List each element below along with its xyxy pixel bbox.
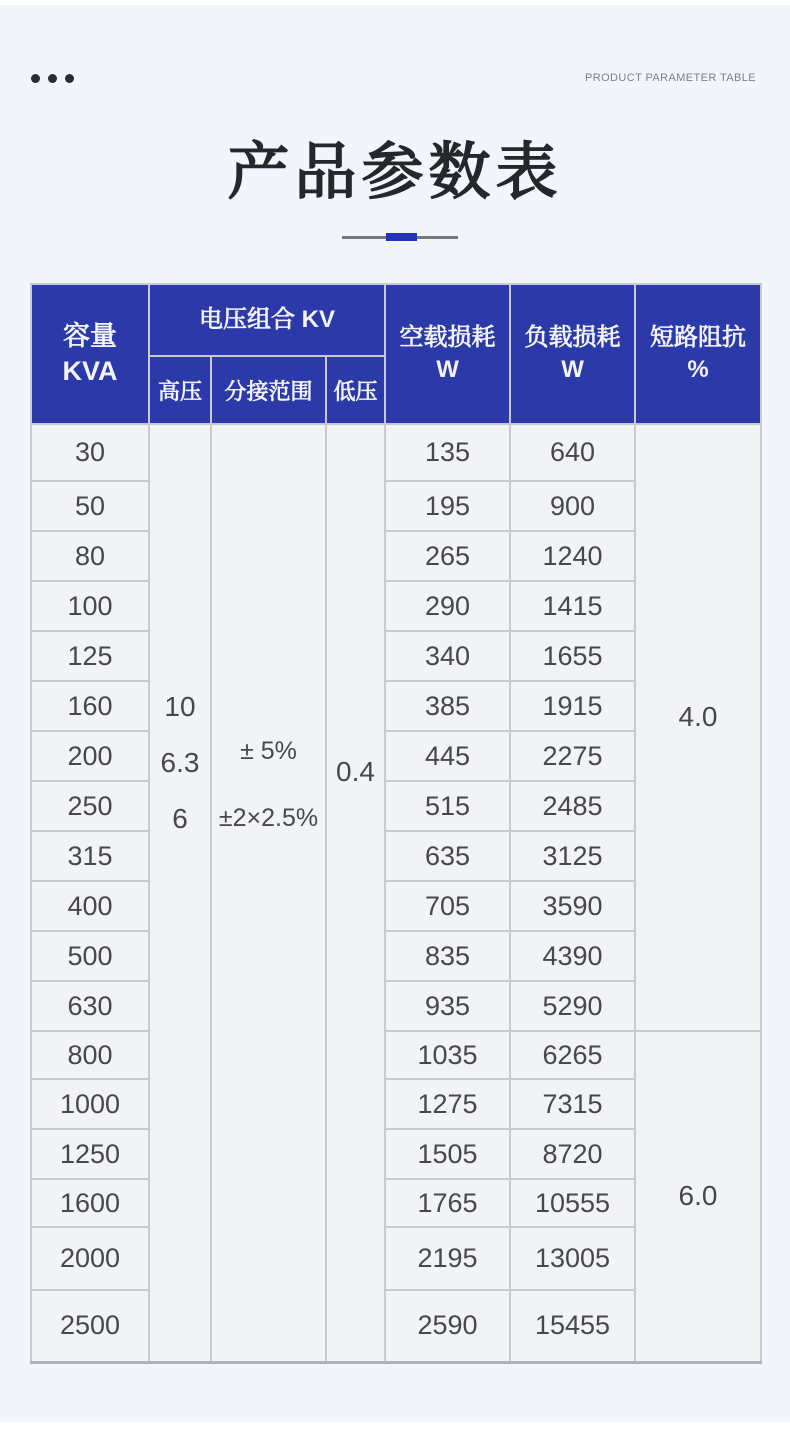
capacity-cell: 250: [31, 781, 149, 831]
load-loss-cell: 1240: [510, 531, 635, 581]
title-divider: [342, 233, 458, 241]
impedance-value: 6.0: [678, 1180, 718, 1212]
dot-icon: [48, 74, 57, 83]
table-row: [31, 424, 761, 481]
dot-icon: [65, 74, 74, 83]
header-capacity-unit: KVA: [62, 356, 118, 386]
capacity-cell: 315: [31, 831, 149, 881]
no-load-loss-cell: 1765: [385, 1179, 510, 1227]
no-load-loss-cell: 1505: [385, 1129, 510, 1179]
load-loss-cell: 5290: [510, 981, 635, 1031]
header-no-load-loss-unit: W: [436, 356, 459, 383]
capacity-cell: 400: [31, 881, 149, 931]
dot-icon: [31, 74, 40, 83]
header-hv: 高压: [149, 356, 211, 424]
header-row-top: [31, 284, 761, 356]
capacity-cell: 200: [31, 731, 149, 781]
load-loss-cell: 2275: [510, 731, 635, 781]
header-load-loss-label: 负载损耗: [524, 323, 621, 351]
impedance-value: 4.0: [678, 700, 718, 732]
no-load-loss-cell: 1275: [385, 1079, 510, 1129]
capacity-cell: 800: [31, 1031, 149, 1079]
load-loss-cell: 1915: [510, 681, 635, 731]
header-tap-range: 分接范围: [211, 356, 326, 424]
capacity-cell: 100: [31, 581, 149, 631]
capacity-cell: 1250: [31, 1129, 149, 1179]
top-strip: [0, 0, 790, 5]
page-title: 产品参数表: [227, 138, 563, 207]
load-loss-cell: 3590: [510, 881, 635, 931]
no-load-loss-cell: 515: [385, 781, 510, 831]
load-loss-cell: 640: [510, 424, 635, 481]
decorative-dots: [31, 74, 74, 83]
capacity-cell: 630: [31, 981, 149, 1031]
header-capacity: [31, 284, 149, 424]
capacity-cell: 2000: [31, 1227, 149, 1290]
load-loss-cell: 15455: [510, 1290, 635, 1362]
hv-value: 6: [172, 802, 188, 834]
header-capacity-label: 容量: [63, 321, 117, 352]
load-loss-cell: 2485: [510, 781, 635, 831]
product-parameter-table: [30, 283, 762, 1364]
load-loss-cell: 6265: [510, 1031, 635, 1079]
tap-value: ± 5%: [240, 736, 297, 765]
header-no-load-loss-label: 空载损耗: [399, 323, 496, 351]
load-loss-cell: 10555: [510, 1179, 635, 1227]
load-loss-cell: 3125: [510, 831, 635, 881]
load-loss-cell: 7315: [510, 1079, 635, 1129]
load-loss-cell: 1415: [510, 581, 635, 631]
header-load-loss-unit: W: [561, 356, 584, 383]
header-impedance: [635, 284, 761, 424]
no-load-loss-cell: 265: [385, 531, 510, 581]
no-load-loss-cell: 835: [385, 931, 510, 981]
no-load-loss-cell: 445: [385, 731, 510, 781]
hv-values-cell: [149, 424, 211, 1362]
capacity-cell: 500: [31, 931, 149, 981]
divider-accent-chip: [386, 233, 417, 241]
tap-range-cell: [211, 424, 326, 1362]
no-load-loss-cell: 1035: [385, 1031, 510, 1079]
load-loss-cell: 1655: [510, 631, 635, 681]
tap-value: ±2×2.5%: [218, 803, 319, 832]
capacity-cell: 1000: [31, 1079, 149, 1129]
header-impedance-label: 短路阻抗: [650, 323, 747, 351]
load-loss-cell: 13005: [510, 1227, 635, 1290]
no-load-loss-cell: 705: [385, 881, 510, 931]
load-loss-cell: 900: [510, 481, 635, 531]
header-lv: 低压: [326, 356, 385, 424]
no-load-loss-cell: 290: [385, 581, 510, 631]
no-load-loss-cell: 2195: [385, 1227, 510, 1290]
impedance-cell-section1: [635, 424, 761, 1031]
no-load-loss-cell: 635: [385, 831, 510, 881]
no-load-loss-cell: 135: [385, 424, 510, 481]
lv-value: 0.4: [336, 755, 375, 787]
lv-value-cell: [326, 424, 385, 1362]
capacity-cell: 125: [31, 631, 149, 681]
header-no-load-loss: [385, 284, 510, 424]
eyebrow-text: PRODUCT PARAMETER TABLE: [585, 72, 756, 84]
capacity-cell: 80: [31, 531, 149, 581]
bottom-strip: [0, 1422, 790, 1429]
header-load-loss: [510, 284, 635, 424]
capacity-cell: 2500: [31, 1290, 149, 1362]
header-impedance-unit: %: [687, 356, 709, 383]
no-load-loss-cell: 385: [385, 681, 510, 731]
no-load-loss-cell: 2590: [385, 1290, 510, 1362]
table-row: [31, 1031, 761, 1079]
capacity-cell: 50: [31, 481, 149, 531]
capacity-cell: 160: [31, 681, 149, 731]
load-loss-cell: 4390: [510, 931, 635, 981]
hv-value: 10: [164, 690, 196, 722]
no-load-loss-cell: 935: [385, 981, 510, 1031]
no-load-loss-cell: 340: [385, 631, 510, 681]
capacity-cell: 30: [31, 424, 149, 481]
capacity-cell: 1600: [31, 1179, 149, 1227]
load-loss-cell: 8720: [510, 1129, 635, 1179]
impedance-cell-section2: [635, 1031, 761, 1362]
hv-value: 6.3: [160, 746, 200, 778]
header-voltage-group: 电压组合 KV: [149, 284, 385, 356]
no-load-loss-cell: 195: [385, 481, 510, 531]
